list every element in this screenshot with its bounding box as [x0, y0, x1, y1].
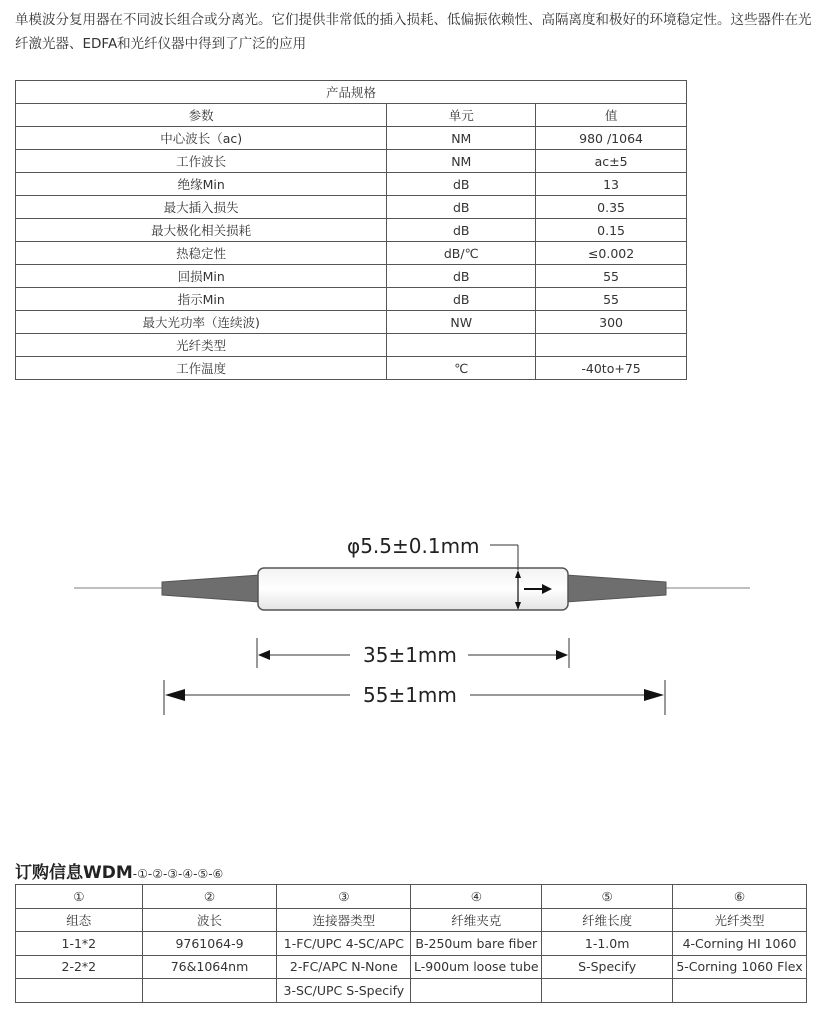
- order-cell: 2-FC/APC N-None: [277, 955, 411, 979]
- spec-unit: dB: [387, 265, 536, 288]
- table-row: [16, 150, 687, 173]
- spec-param: 最大光功率（连续波): [16, 311, 387, 334]
- spec-param: 热稳定性: [16, 242, 387, 265]
- spec-unit: [387, 334, 536, 357]
- spec-value: ≤0.002: [536, 242, 687, 265]
- spec-param: 绝缘Min: [16, 173, 387, 196]
- spec-unit: NW: [387, 311, 536, 334]
- spec-unit: ℃: [387, 357, 536, 380]
- body-length-label: 35±1mm: [363, 643, 457, 667]
- order-info-title-suffix: -①-②-③-④-⑤-⑥: [132, 867, 224, 881]
- order-info-title-text: 订购信息WDM: [15, 863, 133, 883]
- table-row: [16, 955, 807, 979]
- spec-value: 0.35: [536, 196, 687, 219]
- order-header: 纤维长度: [542, 908, 673, 932]
- intro-paragraph: 单模波分复用器在不同波长组合或分离光。它们提供非常低的插入损耗、低偏振依赖性、高隔离度和极好的环境稳定性。这些器件在光纤激光器、EDFA和光纤仪器中得到了广泛的应用: [15, 12, 812, 52]
- order-cell: [411, 979, 542, 1003]
- spec-value: -40to+75: [536, 357, 687, 380]
- order-header: 组态: [16, 908, 143, 932]
- spec-title-row: [16, 81, 687, 104]
- order-header: 光纤类型: [673, 908, 807, 932]
- order-number: ④: [411, 885, 542, 909]
- spec-header-unit: 单元: [387, 104, 536, 127]
- order-info-title: [15, 858, 223, 883]
- order-cell: [16, 979, 143, 1003]
- boot-left: [162, 575, 260, 602]
- order-number: ①: [16, 885, 143, 909]
- spec-param: 中心波长（ac): [16, 127, 387, 150]
- order-cell: 76&1064nm: [142, 955, 277, 979]
- spec-table-title: 产品规格: [16, 81, 687, 104]
- order-cell: 1-FC/UPC 4-SC/APC: [277, 932, 411, 956]
- table-row: [16, 173, 687, 196]
- body-dim-arrow-right: [556, 650, 568, 660]
- table-row: [16, 311, 687, 334]
- total-dim-arrow-right: [644, 689, 664, 701]
- order-number: ⑤: [542, 885, 673, 909]
- wdm-body: [258, 568, 568, 610]
- table-row: [16, 979, 807, 1003]
- spec-param: 最大插入损失: [16, 196, 387, 219]
- table-row: [16, 196, 687, 219]
- spec-param: 指示Min: [16, 288, 387, 311]
- table-row: [16, 219, 687, 242]
- spec-value: 55: [536, 288, 687, 311]
- table-row: [16, 127, 687, 150]
- spec-value: 0.15: [536, 219, 687, 242]
- wdm-dimension-diagram: [60, 520, 780, 720]
- order-cell: [542, 979, 673, 1003]
- spec-param: 工作温度: [16, 357, 387, 380]
- order-header: 纤维夹克: [411, 908, 542, 932]
- spec-param: 最大极化相关损耗: [16, 219, 387, 242]
- spec-unit: NM: [387, 150, 536, 173]
- table-row: [16, 265, 687, 288]
- spec-table: [15, 80, 687, 380]
- spec-param: 工作波长: [16, 150, 387, 173]
- spec-value: [536, 334, 687, 357]
- table-row: [16, 357, 687, 380]
- spec-header-value: 值: [536, 104, 687, 127]
- order-table: [15, 884, 807, 1003]
- table-row: [16, 242, 687, 265]
- order-cell: S-Specify: [542, 955, 673, 979]
- spec-param: 光纤类型: [16, 334, 387, 357]
- body-dim-arrow-left: [258, 650, 270, 660]
- order-cell: 1-1.0m: [542, 932, 673, 956]
- spec-unit: dB: [387, 288, 536, 311]
- order-number-row: [16, 885, 807, 909]
- order-cell: 2-2*2: [16, 955, 143, 979]
- order-number: ⑥: [673, 885, 807, 909]
- order-cell: B-250um bare fiber: [411, 932, 542, 956]
- spec-unit: NM: [387, 127, 536, 150]
- order-cell: [673, 979, 807, 1003]
- total-length-label: 55±1mm: [363, 683, 457, 707]
- spec-value: ac±5: [536, 150, 687, 173]
- order-cell: [142, 979, 277, 1003]
- spec-header-row: [16, 104, 687, 127]
- spec-unit: dB: [387, 196, 536, 219]
- order-cell: 3-SC/UPC S-Specify: [277, 979, 411, 1003]
- order-cell: L-900um loose tube: [411, 955, 542, 979]
- spec-value: 300: [536, 311, 687, 334]
- order-header: 波长: [142, 908, 277, 932]
- spec-value: 980 /1064: [536, 127, 687, 150]
- order-cell: 4-Corning HI 1060: [673, 932, 807, 956]
- spec-unit: dB: [387, 219, 536, 242]
- diameter-label: φ5.5±0.1mm: [347, 534, 480, 558]
- table-row: [16, 932, 807, 956]
- spec-header-param: 参数: [16, 104, 387, 127]
- spec-value: 55: [536, 265, 687, 288]
- spec-param: 回损Min: [16, 265, 387, 288]
- order-number: ③: [277, 885, 411, 909]
- order-number: ②: [142, 885, 277, 909]
- order-cell: 9761064-9: [142, 932, 277, 956]
- spec-value: 13: [536, 173, 687, 196]
- order-header: 连接器类型: [277, 908, 411, 932]
- table-row: [16, 288, 687, 311]
- order-header-row: [16, 908, 807, 932]
- spec-unit: dB: [387, 173, 536, 196]
- boot-right: [566, 575, 666, 602]
- table-row: [16, 334, 687, 357]
- order-cell: 5-Corning 1060 Flex: [673, 955, 807, 979]
- spec-unit: dB/℃: [387, 242, 536, 265]
- order-cell: 1-1*2: [16, 932, 143, 956]
- total-dim-arrow-left: [165, 689, 185, 701]
